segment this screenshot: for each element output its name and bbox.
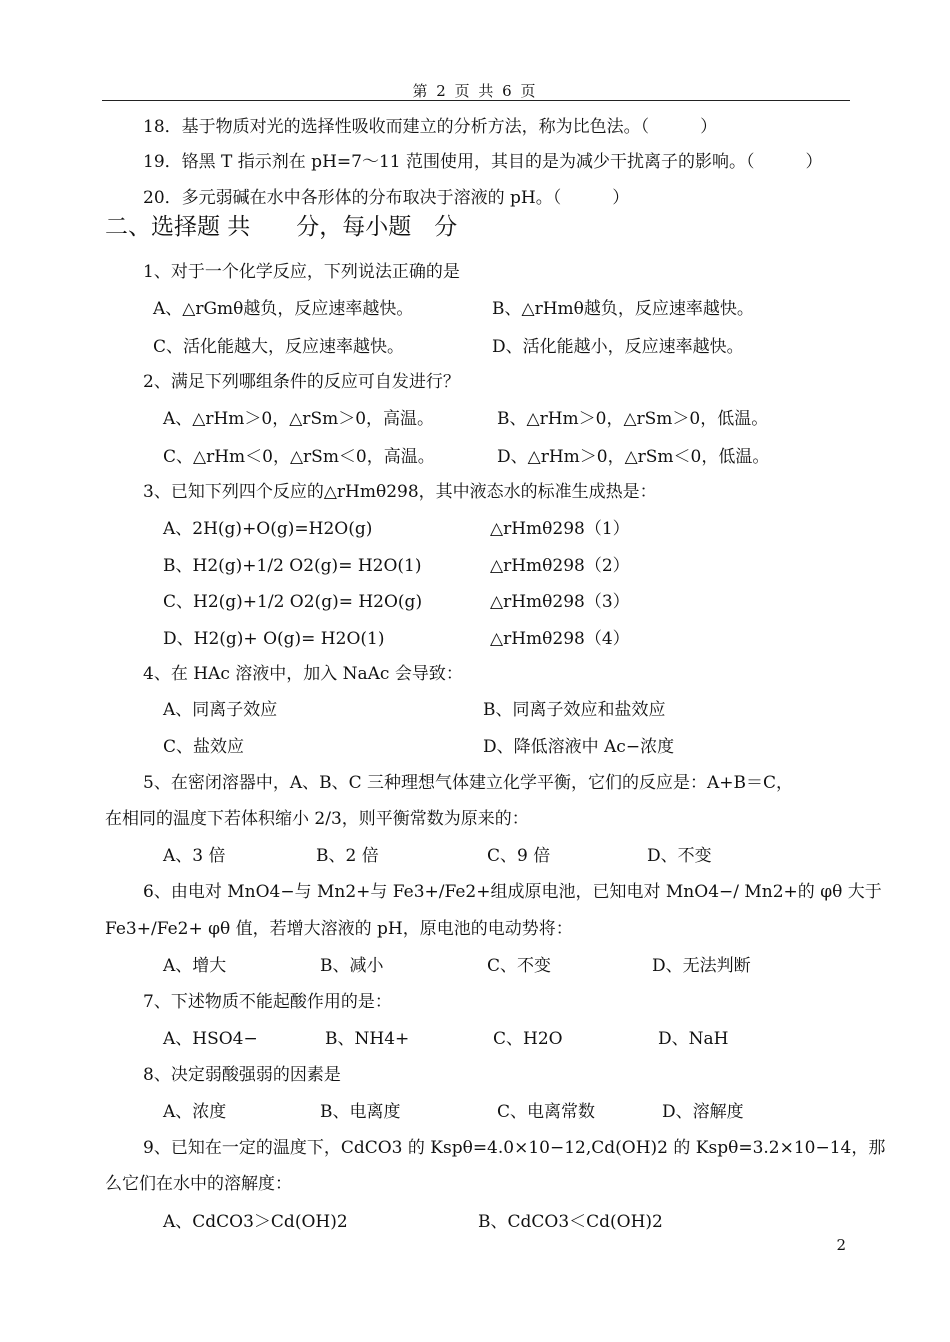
q7-stem: 7、下述物质不能起酸作用的是： [143, 992, 392, 1012]
q3-option-b-enthalpy: △rHmθ298（2） [490, 556, 630, 576]
q8-option-d: D、溶解度 [662, 1102, 744, 1122]
q1-option-d: D、活化能越小，反应速率越快。 [492, 337, 744, 357]
q3-option-a-enthalpy: △rHmθ298（1） [490, 519, 630, 539]
q9-option-a: A、CdCO3＞Cd(OH)2 [163, 1212, 348, 1232]
q3-option-b: B、H2(g)+1/2 O2(g)= H2O(1) [163, 556, 422, 576]
q4-option-b: B、同离子效应和盐效应 [483, 700, 666, 720]
q7-option-a: A、HSO4− [163, 1029, 258, 1049]
q4-option-d: D、降低溶液中 Ac−浓度 [483, 737, 675, 757]
q1-stem: 1、对于一个化学反应，下列说法正确的是 [143, 262, 460, 282]
q5-option-b: B、2 倍 [316, 846, 379, 866]
q3-option-c-enthalpy: △rHmθ298（3） [490, 592, 630, 612]
q6-option-c: C、不变 [487, 956, 552, 976]
q2-option-a: A、△rHm＞0，△rSm＞0，高温。 [163, 409, 435, 429]
q5-option-a: A、3 倍 [163, 846, 226, 866]
q8-option-b: B、电离度 [320, 1102, 401, 1122]
q6-stem-line1: 6、由电对 MnO4−与 Mn2+与 Fe3+/Fe2+组成原电池，已知电对 MnO4−/ Mn2+的 φθ 大于 [143, 882, 882, 902]
tf-item-20: 20．多元弱碱在水中各形体的分布取决于溶液的 pH。（ ） [143, 188, 630, 208]
q2-option-c: C、△rHm＜0，△rSm＜0，高温。 [163, 447, 435, 467]
q2-option-d: D、△rHm＞0，△rSm＜0，低温。 [497, 447, 770, 467]
q3-option-c: C、H2(g)+1/2 O2(g)= H2O(g) [163, 592, 423, 612]
q5-stem-line1: 5、在密闭溶器中，A、B、C 三种理想气体建立化学平衡，它们的反应是：A+B＝C， [143, 773, 794, 793]
q3-option-a: A、2H(g)+O(g)=H2O(g) [163, 519, 373, 539]
q6-option-b: B、减小 [320, 956, 384, 976]
q5-option-c: C、9 倍 [487, 846, 551, 866]
page-number: 2 [836, 1236, 846, 1254]
q1-option-a: A、△rGmθ越负，反应速率越快。 [153, 299, 414, 319]
tf-item-18: 18．基于物质对光的选择性吸收而建立的分析方法，称为比色法。（ ） [143, 117, 718, 137]
q8-option-a: A、浓度 [163, 1102, 227, 1122]
header-rule [102, 100, 850, 101]
q3-option-d: D、H2(g)+ O(g)= H2O(1) [163, 629, 385, 649]
q6-option-d: D、无法判断 [652, 956, 751, 976]
q2-option-b: B、△rHm＞0，△rSm＞0，低温。 [497, 409, 769, 429]
q5-option-d: D、不变 [647, 846, 712, 866]
q9-stem-line2: 么它们在水中的溶解度： [105, 1174, 292, 1194]
q4-stem: 4、在 HAc 溶液中，加入 NaAc 会导致： [143, 664, 463, 684]
q2-stem: 2、满足下列哪组条件的反应可自发进行？ [143, 372, 460, 392]
q6-stem-line2: Fe3+/Fe2+ φθ 值，若增大溶液的 pH，原电池的电动势将： [105, 919, 573, 939]
q3-option-d-enthalpy: △rHmθ298（4） [490, 629, 630, 649]
q9-option-b: B、CdCO3＜Cd(OH)2 [478, 1212, 663, 1232]
q7-option-d: D、NaH [658, 1029, 729, 1049]
q3-stem: 3、已知下列四个反应的△rHmθ298，其中液态水的标准生成热是： [143, 482, 657, 502]
q4-option-a: A、同离子效应 [163, 700, 278, 720]
q1-option-b: B、△rHmθ越负，反应速率越快。 [492, 299, 754, 319]
q4-option-c: C、盐效应 [163, 737, 245, 757]
q7-option-c: C、H2O [493, 1029, 563, 1049]
q1-option-c: C、活化能越大，反应速率越快。 [153, 337, 405, 357]
q9-stem-line1: 9、已知在一定的温度下，CdCO3 的 Kspθ=4.0×10−12,Cd(OH)2 的 Kspθ=3.2×10−14，那 [143, 1138, 886, 1158]
page-header: 第 2 页 共 6 页 [412, 82, 538, 100]
q6-option-a: A、增大 [163, 956, 227, 976]
q5-stem-line2: 在相同的温度下若体积缩小 2/3，则平衡常数为原来的： [105, 809, 529, 829]
section-title-choice: 二、选择题 共 分，每小题 分 [105, 214, 458, 240]
q8-stem: 8、决定弱酸强弱的因素是 [143, 1065, 341, 1085]
tf-item-19: 19．铬黑 T 指示剂在 pH=7～11 范围使用，其目的是为减少干扰离子的影响。（ ） [143, 152, 823, 172]
q8-option-c: C、电离常数 [497, 1102, 596, 1122]
q7-option-b: B、NH4+ [325, 1029, 410, 1049]
